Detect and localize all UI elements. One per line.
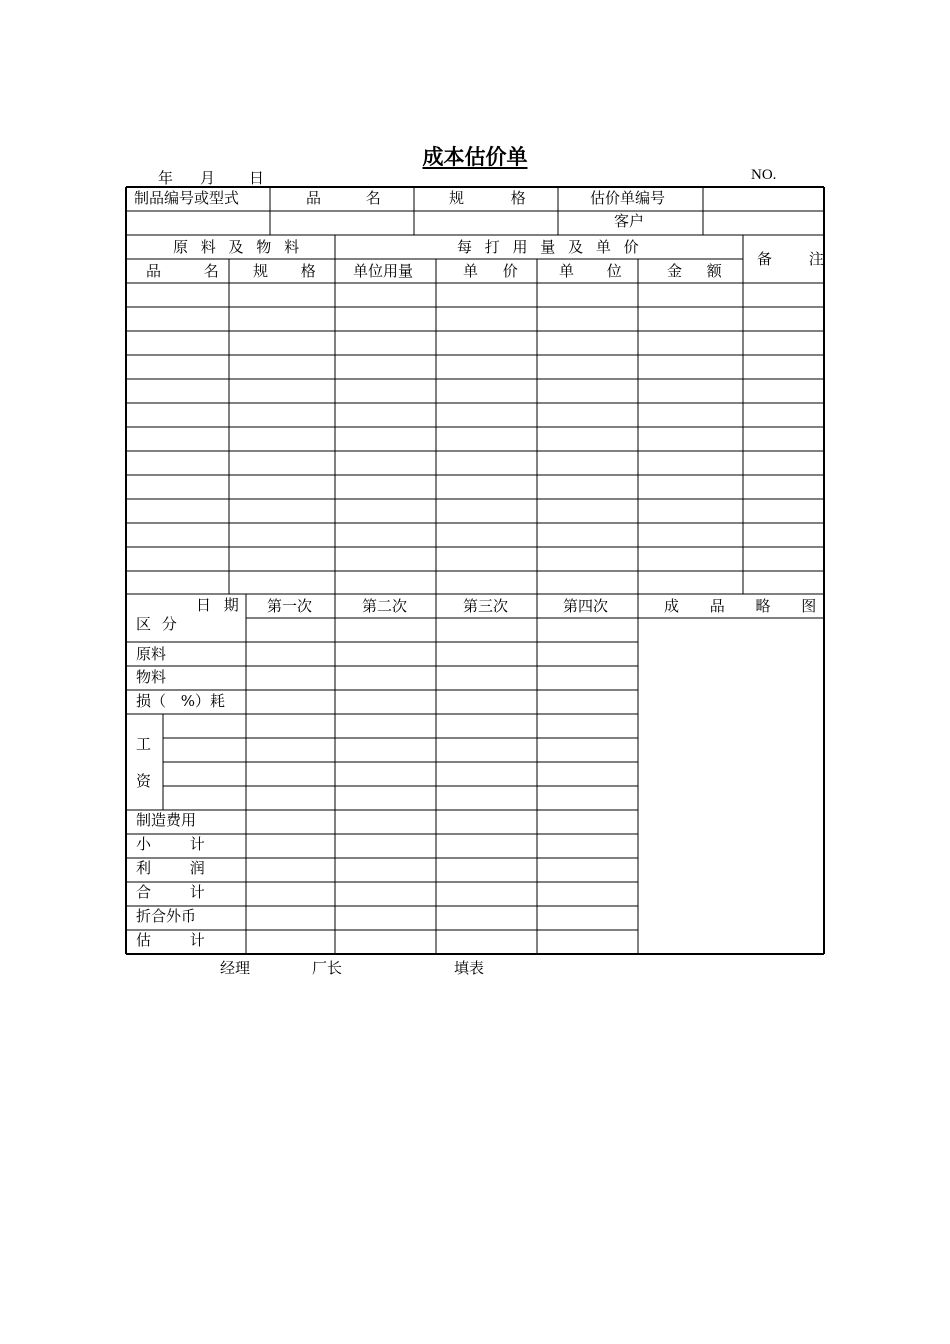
row-total: 合 计 [136,883,205,901]
spec-label: 规 格 [449,189,526,207]
round-4-header: 第四次 [563,597,609,615]
col-amount: 金 额 [667,262,722,280]
row-wage-bottom: 资 [136,772,152,790]
filled-by-label: 填表 [454,959,485,977]
row-profit: 利 润 [136,859,205,877]
factory-head-label: 厂长 [312,959,343,977]
month-label: 月 [200,169,216,187]
col-unit: 单 位 [559,262,622,280]
customer-label: 客户 [614,212,645,230]
round-1-header: 第一次 [267,597,313,615]
row-foreign-currency: 折合外币 [136,907,197,925]
row-raw-material: 原料 [136,645,167,663]
row-wage-top: 工 [136,735,152,753]
number-label: NO. [751,167,777,183]
usage-group-header: 每 打 用 量 及 单 价 [457,238,642,256]
division-header: 区 分 [136,615,177,633]
round-3-header: 第三次 [463,597,509,615]
col-product-name: 品 名 [146,262,219,280]
sketch-header: 成 品 略 图 [664,597,817,615]
row-loss: 损（ %）耗 [136,692,226,710]
year-label: 年 [158,169,174,187]
day-label: 日 [249,169,265,187]
manager-label: 经理 [220,959,251,977]
row-estimate: 估 计 [136,931,205,949]
product-code-label: 制品编号或型式 [134,189,240,207]
estimate-number-label: 估价单编号 [590,189,666,207]
materials-group-header: 原 料 及 物 料 [173,238,303,256]
product-name-label: 品 名 [306,189,381,207]
remarks-header: 备 注 [757,250,824,268]
col-spec: 规 格 [253,262,316,280]
col-unit-price: 单 价 [463,262,518,280]
col-unit-usage: 单位用量 [353,262,414,280]
document-title: 成本估价单 [422,145,528,169]
date-header: 日 期 [196,596,239,614]
row-material: 物料 [136,668,167,686]
row-manufacturing: 制造费用 [136,811,197,829]
row-subtotal: 小 计 [136,835,205,853]
round-2-header: 第二次 [362,597,408,615]
